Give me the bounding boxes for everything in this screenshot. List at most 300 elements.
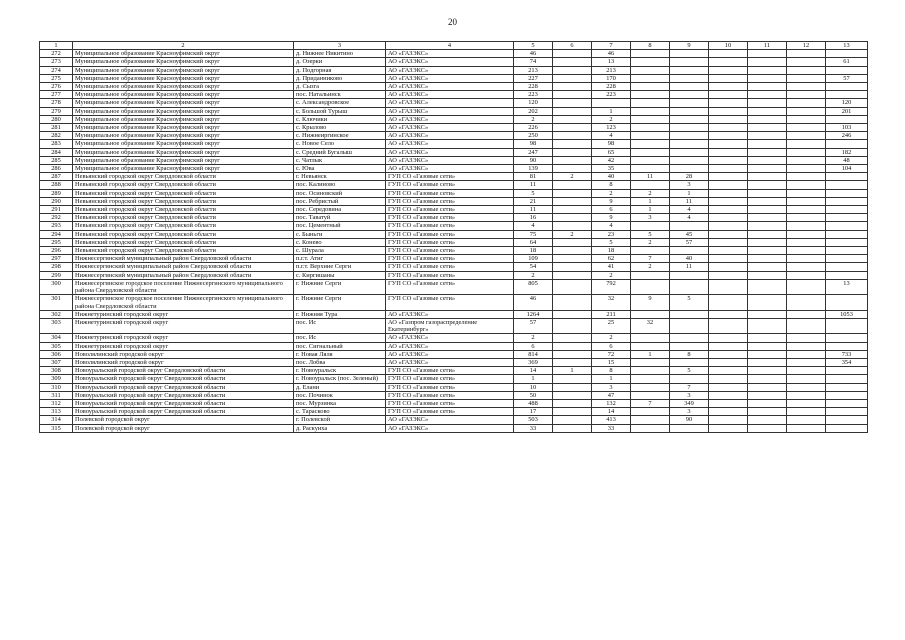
table-cell: 62	[592, 255, 631, 263]
table-cell	[748, 206, 787, 214]
table-cell: Муниципальное образование Красноуфимский округ	[73, 74, 294, 82]
table-cell: Муниципальное образование Красноуфимский округ	[73, 156, 294, 164]
table-cell	[553, 247, 592, 255]
table-cell	[631, 58, 670, 66]
column-header: 6	[553, 42, 592, 50]
table-cell: 287	[40, 173, 73, 181]
table-cell	[553, 318, 592, 333]
table-cell: 1053	[826, 310, 868, 318]
table-cell	[748, 318, 787, 333]
table-cell: 11	[514, 181, 553, 189]
table-cell: 13	[826, 279, 868, 294]
table-cell	[709, 156, 748, 164]
table-cell: Полевской городской округ	[73, 416, 294, 424]
table-cell: Нижнетуринский городской округ	[73, 342, 294, 350]
table-cell: АО «ГАЗЭКС»	[386, 148, 514, 156]
table-cell: 247	[514, 148, 553, 156]
table-cell: АО «ГАЗЭКС»	[386, 416, 514, 424]
table-cell: АО «ГАЗЭКС»	[386, 83, 514, 91]
table-cell	[748, 408, 787, 416]
table-cell	[787, 189, 826, 197]
table-cell	[826, 318, 868, 333]
table-cell: 120	[514, 99, 553, 107]
table-cell	[748, 279, 787, 294]
table-cell	[553, 50, 592, 58]
table-cell	[631, 279, 670, 294]
table-cell: АО «ГАЗЭКС»	[386, 334, 514, 342]
table-cell	[748, 424, 787, 432]
table-cell	[748, 342, 787, 350]
table-row	[40, 50, 868, 58]
table-cell: пос. Цементный	[294, 222, 386, 230]
table-cell	[709, 189, 748, 197]
table-row	[40, 140, 868, 148]
table-cell	[826, 408, 868, 416]
table-cell	[553, 350, 592, 358]
table-cell	[670, 375, 709, 383]
table-cell	[709, 383, 748, 391]
table-cell: с. Новое Село	[294, 140, 386, 148]
table-cell: 90	[514, 156, 553, 164]
table-row	[40, 107, 868, 115]
table-cell: 305	[40, 342, 73, 350]
table-cell: 18	[514, 247, 553, 255]
table-cell: 104	[826, 165, 868, 173]
table-cell: 246	[826, 132, 868, 140]
table-cell: Невьянский городской округ Свердловской области	[73, 181, 294, 189]
table-row	[40, 375, 868, 383]
table-cell	[553, 214, 592, 222]
table-row	[40, 416, 868, 424]
table-row	[40, 334, 868, 342]
table-cell	[670, 66, 709, 74]
table-cell: 503	[514, 416, 553, 424]
table-cell	[553, 424, 592, 432]
table-cell: д. Подгорная	[294, 66, 386, 74]
table-cell	[709, 91, 748, 99]
table-cell	[631, 107, 670, 115]
table-header-row	[40, 42, 868, 50]
table-cell: Невьянский городской округ Свердловской области	[73, 238, 294, 246]
table-row	[40, 74, 868, 82]
table-cell	[631, 148, 670, 156]
table-cell: с. Средний Бугалыш	[294, 148, 386, 156]
table-cell	[631, 165, 670, 173]
table-cell	[709, 342, 748, 350]
table-cell: ГУП СО «Газовые сети»	[386, 255, 514, 263]
table-cell: 40	[592, 173, 631, 181]
table-cell: АО «ГАЗЭКС»	[386, 358, 514, 366]
table-cell: ГУП СО «Газовые сети»	[386, 408, 514, 416]
table-cell	[748, 189, 787, 197]
table-cell	[553, 358, 592, 366]
table-cell	[709, 318, 748, 333]
table-cell	[709, 165, 748, 173]
table-cell	[670, 358, 709, 366]
column-header: 5	[514, 42, 553, 50]
table-cell	[553, 295, 592, 310]
table-cell	[709, 424, 748, 432]
table-cell: Нижнетуринский городской округ	[73, 334, 294, 342]
table-cell: 302	[40, 310, 73, 318]
table-cell: 285	[40, 156, 73, 164]
table-cell: 11	[631, 173, 670, 181]
table-cell	[709, 83, 748, 91]
table-cell	[670, 279, 709, 294]
table-cell: 283	[40, 140, 73, 148]
table-cell	[709, 132, 748, 140]
table-cell: ГУП СО «Газовые сети»	[386, 197, 514, 205]
table-cell: 2	[592, 334, 631, 342]
table-cell: 2	[592, 115, 631, 123]
table-cell	[748, 399, 787, 407]
table-cell: АО «ГАЗЭКС»	[386, 424, 514, 432]
table-cell: 301	[40, 295, 73, 310]
table-cell: 75	[514, 230, 553, 238]
table-cell	[670, 83, 709, 91]
table-cell	[826, 115, 868, 123]
table-cell: пос. Лобва	[294, 358, 386, 366]
table-cell: АО «ГАЗЭКС»	[386, 74, 514, 82]
table-cell	[748, 132, 787, 140]
table-cell	[748, 74, 787, 82]
table-cell: 10	[514, 383, 553, 391]
table-cell: 227	[514, 74, 553, 82]
table-cell: 213	[592, 66, 631, 74]
table-cell	[631, 408, 670, 416]
table-cell: д. Нижнее Никитино	[294, 50, 386, 58]
table-cell	[553, 124, 592, 132]
table-cell	[748, 263, 787, 271]
table-cell	[826, 391, 868, 399]
table-cell	[826, 424, 868, 432]
table-cell: 2	[514, 271, 553, 279]
table-row	[40, 358, 868, 366]
table-cell: Полевской городской округ	[73, 424, 294, 432]
table-row	[40, 58, 868, 66]
table-cell: 273	[40, 58, 73, 66]
table-cell: 5	[670, 295, 709, 310]
table-row	[40, 83, 868, 91]
table-cell	[748, 91, 787, 99]
table-cell: 295	[40, 238, 73, 246]
table-cell: с. Крылово	[294, 124, 386, 132]
table-cell: 21	[514, 197, 553, 205]
table-cell	[826, 383, 868, 391]
table-cell: 3	[631, 214, 670, 222]
table-cell: 1	[514, 375, 553, 383]
table-cell	[592, 99, 631, 107]
table-cell: 488	[514, 399, 553, 407]
table-cell: 293	[40, 222, 73, 230]
table-cell: 109	[514, 255, 553, 263]
table-cell: пос. Ис	[294, 334, 386, 342]
table-cell: 223	[514, 91, 553, 99]
table-cell: 2	[592, 189, 631, 197]
table-cell: 792	[592, 279, 631, 294]
table-cell	[670, 334, 709, 342]
table-cell	[670, 310, 709, 318]
table-cell: д. Сызга	[294, 83, 386, 91]
table-cell: 7	[670, 383, 709, 391]
table-cell: АО «ГАЗЭКС»	[386, 165, 514, 173]
table-cell: 211	[592, 310, 631, 318]
table-cell: 18	[592, 247, 631, 255]
table-cell	[787, 310, 826, 318]
table-cell: ГУП СО «Газовые сети»	[386, 375, 514, 383]
table-cell: Муниципальное образование Красноуфимский округ	[73, 91, 294, 99]
table-cell: с. Тарасково	[294, 408, 386, 416]
table-cell	[787, 222, 826, 230]
table-cell: Муниципальное образование Красноуфимский округ	[73, 50, 294, 58]
table-cell: г. Невьянск	[294, 173, 386, 181]
table-cell: пос. Починок	[294, 391, 386, 399]
table-cell: с. Юва	[294, 165, 386, 173]
table-cell	[787, 263, 826, 271]
table-cell: с. Киргишаны	[294, 271, 386, 279]
table-cell	[748, 115, 787, 123]
table-cell	[787, 279, 826, 294]
column-header: 4	[386, 42, 514, 50]
table-cell	[553, 416, 592, 424]
table-cell	[748, 247, 787, 255]
table-cell	[826, 238, 868, 246]
table-cell: 306	[40, 350, 73, 358]
table-cell	[553, 263, 592, 271]
table-cell	[553, 238, 592, 246]
table-cell: 290	[40, 197, 73, 205]
table-cell: г. Полевской	[294, 416, 386, 424]
table-cell: Новоуральский городской округ Свердловской области	[73, 391, 294, 399]
table-row	[40, 383, 868, 391]
table-cell: Новолялинский городской округ	[73, 350, 294, 358]
table-cell: 72	[592, 350, 631, 358]
table-row	[40, 148, 868, 156]
table-cell: 8	[670, 350, 709, 358]
table-cell	[670, 107, 709, 115]
table-cell	[709, 391, 748, 399]
table-cell	[631, 247, 670, 255]
table-cell: Новоуральский городской округ Свердловской области	[73, 383, 294, 391]
column-header: 9	[670, 42, 709, 50]
table-cell: с. Большой Турыш	[294, 107, 386, 115]
table-cell	[826, 375, 868, 383]
table-cell	[670, 165, 709, 173]
table-row	[40, 310, 868, 318]
table-cell	[709, 375, 748, 383]
table-cell: АО «ГАЗЭКС»	[386, 140, 514, 148]
table-row	[40, 247, 868, 255]
table-cell	[826, 214, 868, 222]
table-cell	[631, 383, 670, 391]
table-cell	[553, 165, 592, 173]
table-cell	[553, 206, 592, 214]
table-row	[40, 279, 868, 294]
table-cell: ГУП СО «Газовые сети»	[386, 230, 514, 238]
table-cell: д. Елани	[294, 383, 386, 391]
table-cell	[826, 416, 868, 424]
table-cell: 4	[514, 222, 553, 230]
table-cell	[553, 391, 592, 399]
table-cell	[709, 271, 748, 279]
table-cell: Муниципальное образование Красноуфимский округ	[73, 83, 294, 91]
table-cell: 103	[826, 124, 868, 132]
table-cell: с. Александровское	[294, 99, 386, 107]
table-cell	[826, 342, 868, 350]
table-row	[40, 350, 868, 358]
table-cell: 3	[670, 181, 709, 189]
table-cell	[709, 295, 748, 310]
table-cell: Муниципальное образование Красноуфимский округ	[73, 58, 294, 66]
table-cell: д. Озерки	[294, 58, 386, 66]
table-cell: 5	[670, 367, 709, 375]
table-cell: 2	[514, 334, 553, 342]
table-cell: 213	[514, 66, 553, 74]
table-cell	[553, 99, 592, 107]
table-cell: 46	[514, 295, 553, 310]
table-cell	[787, 99, 826, 107]
table-cell	[787, 255, 826, 263]
table-cell	[748, 255, 787, 263]
table-cell	[826, 222, 868, 230]
table-cell: 1264	[514, 310, 553, 318]
table-cell: с. Нижнеиргинское	[294, 132, 386, 140]
table-cell: АО «ГАЗЭКС»	[386, 132, 514, 140]
table-cell	[709, 99, 748, 107]
table-cell	[670, 342, 709, 350]
table-cell	[826, 255, 868, 263]
table-cell: 310	[40, 383, 73, 391]
table-cell	[709, 197, 748, 205]
table-cell	[709, 58, 748, 66]
table-cell: 6	[592, 206, 631, 214]
table-cell: 8	[592, 367, 631, 375]
table-row	[40, 391, 868, 399]
table-cell: 281	[40, 124, 73, 132]
table-cell: 304	[40, 334, 73, 342]
table-cell: 57	[514, 318, 553, 333]
table-cell: 277	[40, 91, 73, 99]
table-cell: 17	[514, 408, 553, 416]
table-cell	[787, 91, 826, 99]
table-cell: 5	[514, 189, 553, 197]
table-row	[40, 424, 868, 432]
table-cell: АО «ГАЗЭКС»	[386, 66, 514, 74]
table-cell: ГУП СО «Газовые сети»	[386, 383, 514, 391]
table-cell: 2	[553, 230, 592, 238]
table-row	[40, 222, 868, 230]
table-cell: ГУП СО «Газовые сети»	[386, 206, 514, 214]
table-cell	[748, 295, 787, 310]
table-cell	[826, 206, 868, 214]
table-cell: 1	[592, 375, 631, 383]
table-cell: 294	[40, 230, 73, 238]
table-cell	[670, 156, 709, 164]
table-cell	[709, 214, 748, 222]
table-cell: 223	[592, 91, 631, 99]
table-cell	[748, 271, 787, 279]
table-cell: д. Приданниково	[294, 74, 386, 82]
table-cell	[787, 271, 826, 279]
table-cell: 9	[631, 295, 670, 310]
table-cell: 9	[592, 214, 631, 222]
table-cell	[709, 416, 748, 424]
table-cell: Нижнесергинское городское поселение Нижнесергинского муниципального района Свердловской области	[73, 279, 294, 294]
table-cell	[748, 391, 787, 399]
table-cell	[709, 399, 748, 407]
table-cell	[826, 91, 868, 99]
table-cell	[553, 279, 592, 294]
table-cell	[709, 247, 748, 255]
table-cell: 123	[592, 124, 631, 132]
table-cell: 48	[826, 156, 868, 164]
column-header: 12	[787, 42, 826, 50]
table-row	[40, 156, 868, 164]
table-cell	[670, 424, 709, 432]
table-cell: 276	[40, 83, 73, 91]
table-cell	[709, 238, 748, 246]
table-cell: 3	[670, 391, 709, 399]
table-cell	[670, 318, 709, 333]
table-cell	[709, 66, 748, 74]
table-cell: 289	[40, 189, 73, 197]
table-cell	[787, 206, 826, 214]
table-cell: 2	[553, 173, 592, 181]
table-cell	[826, 334, 868, 342]
table-cell	[826, 399, 868, 407]
table-cell	[709, 74, 748, 82]
table-cell: 228	[514, 83, 553, 91]
table-cell: Нижнесергинский муниципальный район Свердловской области	[73, 263, 294, 271]
table-cell	[748, 156, 787, 164]
table-cell: ГУП СО «Газовые сети»	[386, 367, 514, 375]
table-cell: 2	[631, 238, 670, 246]
table-cell	[670, 247, 709, 255]
table-row	[40, 206, 868, 214]
table-cell: Новоуральский городской округ Свердловской области	[73, 367, 294, 375]
table-cell	[631, 91, 670, 99]
table-cell	[748, 148, 787, 156]
table-cell	[631, 66, 670, 74]
table-cell: 14	[514, 367, 553, 375]
table-cell: г. Нижние Серги	[294, 279, 386, 294]
table-cell	[553, 310, 592, 318]
table-cell	[787, 416, 826, 424]
table-cell: ГУП СО «Газовые сети»	[386, 181, 514, 189]
table-cell	[787, 214, 826, 222]
table-cell	[826, 367, 868, 375]
table-row	[40, 295, 868, 310]
table-row	[40, 318, 868, 333]
table-cell: Муниципальное образование Красноуфимский округ	[73, 99, 294, 107]
table-cell: 275	[40, 74, 73, 82]
table-cell: 15	[592, 358, 631, 366]
table-cell: 7	[631, 255, 670, 263]
table-cell	[670, 124, 709, 132]
table-cell	[553, 408, 592, 416]
table-cell: 298	[40, 263, 73, 271]
table-row	[40, 214, 868, 222]
table-cell	[670, 58, 709, 66]
table-cell	[553, 91, 592, 99]
table-cell	[787, 50, 826, 58]
table-cell	[631, 99, 670, 107]
table-cell	[709, 206, 748, 214]
table-cell: 42	[592, 156, 631, 164]
table-cell	[553, 375, 592, 383]
table-cell	[787, 342, 826, 350]
column-header: 2	[73, 42, 294, 50]
